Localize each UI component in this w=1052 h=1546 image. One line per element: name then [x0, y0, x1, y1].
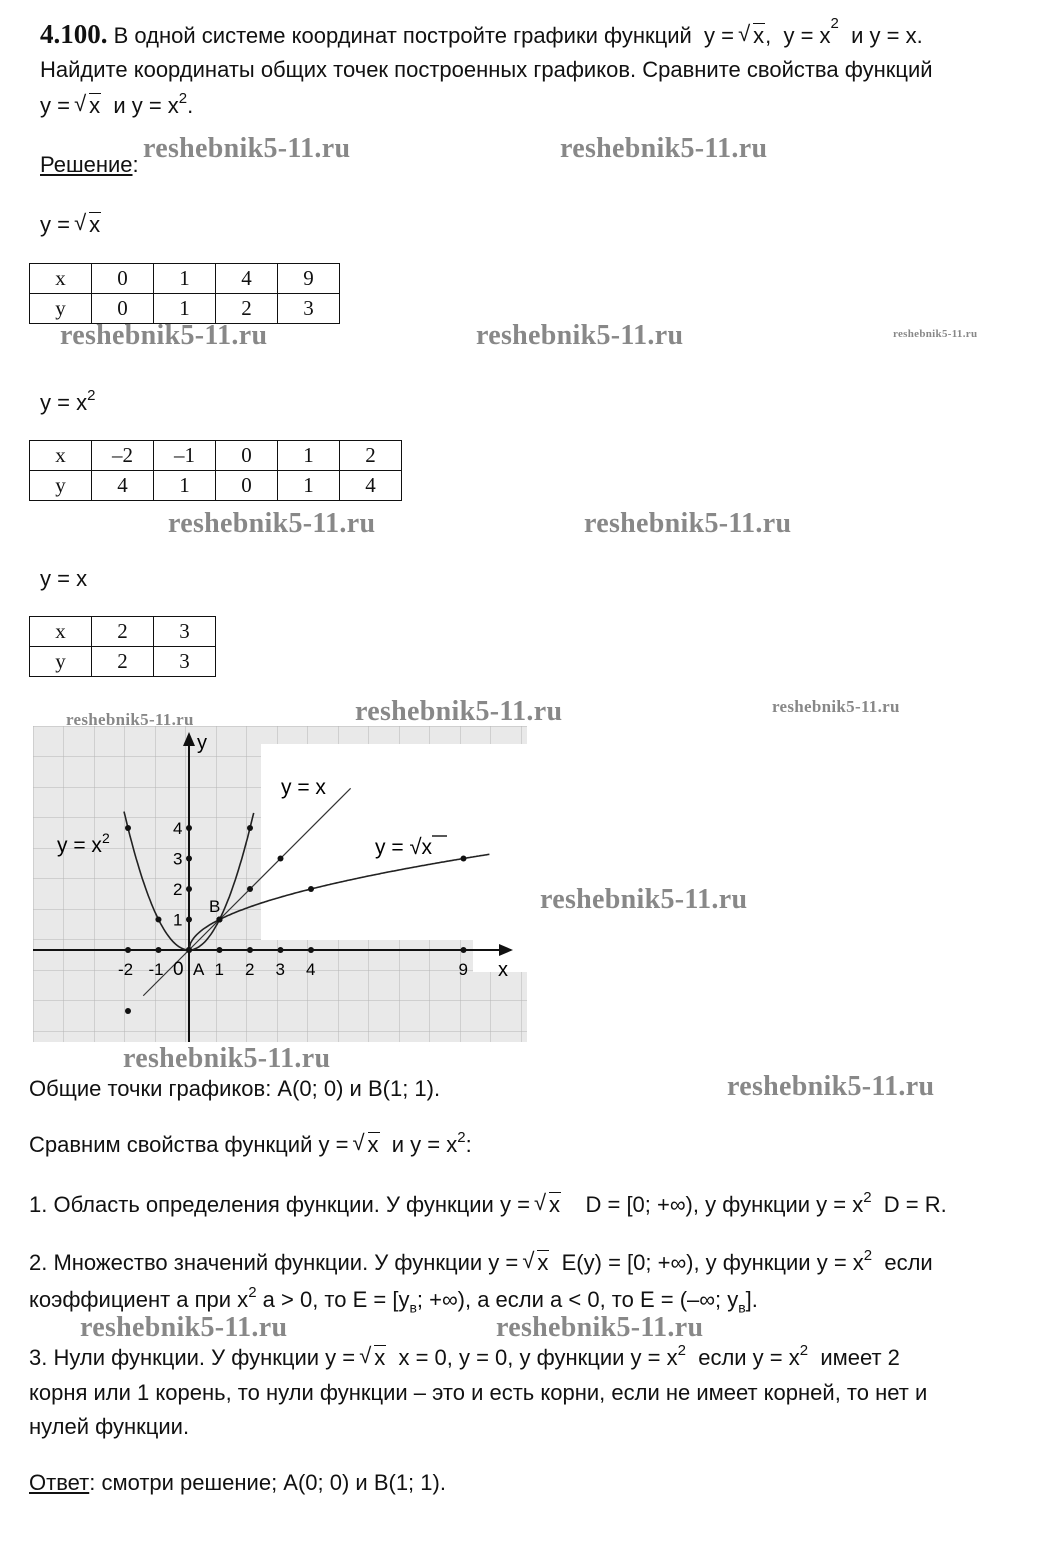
x-tick-dot [217, 947, 223, 953]
x-tick-label: 4 [306, 960, 316, 979]
property-1: 1. Область определения функции. У функции y = √ x D = [0; +∞), у функции $y = x^2$ D = R. [29, 1192, 947, 1218]
x-axis-label: x [498, 959, 508, 981]
problem-line-1: 4.100. В одной системе координат постройте графики функций y = √ x, $y = x^2$ и y = x. [40, 18, 923, 50]
x-tick-label: -2 [118, 960, 134, 979]
data-point [461, 856, 467, 862]
x-tick-label: 2 [245, 960, 255, 979]
data-point [156, 917, 162, 923]
watermark: reshebnik5-11.ru [143, 133, 351, 164]
problem-number: 4.100. [40, 19, 108, 49]
y-tick-label: 3 [173, 849, 183, 869]
table-row: y 4 1 0 1 4 [30, 471, 402, 501]
table-row: y 2 3 [30, 647, 216, 677]
watermark: reshebnik5-11.ru [540, 884, 748, 915]
data-point [125, 1008, 131, 1014]
watermark: reshebnik5-11.ru [772, 697, 900, 716]
property-2-line-1: 2. Множество значений функции. У функции y = √ x E(y) = [0; +∞), у функции $y = x^2$ если [29, 1250, 933, 1276]
property-2-line-2: коэффициент a при $x^2$ a > 0, то $E = [y_в$; +∞), а если a < 0, то E = (–∞; $y_в$]. [29, 1284, 758, 1316]
problem-line-3: y = √ x и $y = x^2$. [40, 93, 193, 119]
y-tick-dot [186, 886, 192, 892]
curve-label-square: $y = x^2$ [57, 830, 110, 857]
property-3-line-1: 3. Нули функции. У функции y = √ x x = 0, y = 0, у функции $y = x^2$ если $y = x^2$ имеет 2 [29, 1345, 900, 1371]
x-tick-label: 1 [214, 960, 224, 979]
table-linear [29, 616, 216, 677]
x-tick-label: -1 [148, 960, 164, 979]
common-points: Общие точки графиков: A(0; 0) и B(1; 1). [29, 1076, 441, 1101]
point-b-label: B [209, 897, 221, 916]
y-tick-dot [186, 856, 192, 862]
table-row: x –2 –1 0 1 2 [30, 441, 402, 471]
table-linear-title: y = x [40, 566, 88, 591]
watermark: reshebnik5-11.ru [168, 508, 376, 539]
watermark: reshebnik5-11.ru [727, 1071, 935, 1102]
y-tick-label: 2 [173, 880, 183, 899]
data-point [278, 856, 284, 862]
x-tick-dot [125, 947, 131, 953]
table-row: x 0 1 4 9 [30, 264, 340, 294]
x-tick-dot [308, 947, 314, 953]
watermark: reshebnik5-11.ru [123, 1043, 331, 1074]
origin-label: 0 [173, 959, 184, 980]
y-axis-label: y [197, 732, 207, 754]
x-tick-dot [461, 947, 467, 953]
curve-label-sqrt: y = √x [375, 834, 433, 859]
compare-heading: Сравним свойства функций y = √ x и $y = x^2$: [29, 1132, 472, 1158]
x-tick-dot [278, 947, 284, 953]
solution-heading: Решение: [40, 152, 139, 177]
property-3-line-3: нулей функции. [29, 1414, 190, 1439]
table-row: x 2 3 [30, 617, 216, 647]
watermark: reshebnik5-11.ru [560, 133, 768, 164]
answer: Ответ: смотри решение; A(0; 0) и B(1; 1). [29, 1470, 446, 1495]
watermark: reshebnik5-11.ru [60, 320, 268, 351]
watermark: reshebnik5-11.ru [80, 1312, 288, 1343]
data-point [125, 825, 131, 831]
problem-line-2: Найдите координаты общих точек построенных графиков. Сравните свойства функций [40, 57, 933, 82]
table-square [29, 440, 402, 501]
table-square-title: $y = x^2$ [40, 387, 96, 415]
y-tick-dot [186, 917, 192, 923]
watermark: reshebnik5-11.ru [584, 508, 792, 539]
data-point [247, 886, 253, 892]
x-tick-dot [247, 947, 253, 953]
data-point [308, 886, 314, 892]
table-sqrt-title: y = √ x [40, 212, 101, 238]
watermark: reshebnik5-11.ru [355, 696, 563, 727]
watermark: reshebnik5-11.ru [893, 328, 978, 340]
watermark: reshebnik5-11.ru [476, 320, 684, 351]
data-point [217, 917, 223, 923]
y-tick-label: 1 [173, 910, 183, 930]
point-a-label: A [193, 960, 205, 979]
curve-label-linear: y = x [281, 776, 326, 799]
watermark: reshebnik5-11.ru [66, 710, 194, 729]
function-graph [33, 726, 527, 1042]
data-point [186, 947, 192, 953]
x-tick-label: 3 [275, 960, 285, 979]
table-row: y 0 1 2 3 [30, 294, 340, 324]
y-tick-label: 4 [173, 819, 183, 838]
y-tick-dot [186, 825, 192, 831]
table-sqrt [29, 263, 340, 324]
x-tick-label: 9 [458, 960, 468, 979]
x-tick-dot [156, 947, 162, 953]
data-point [247, 825, 253, 831]
watermark: reshebnik5-11.ru [496, 1312, 704, 1343]
property-3-line-2: корня или 1 корень, то нули функции – это и есть корни, если не имеет корней, то нет и [29, 1380, 928, 1405]
